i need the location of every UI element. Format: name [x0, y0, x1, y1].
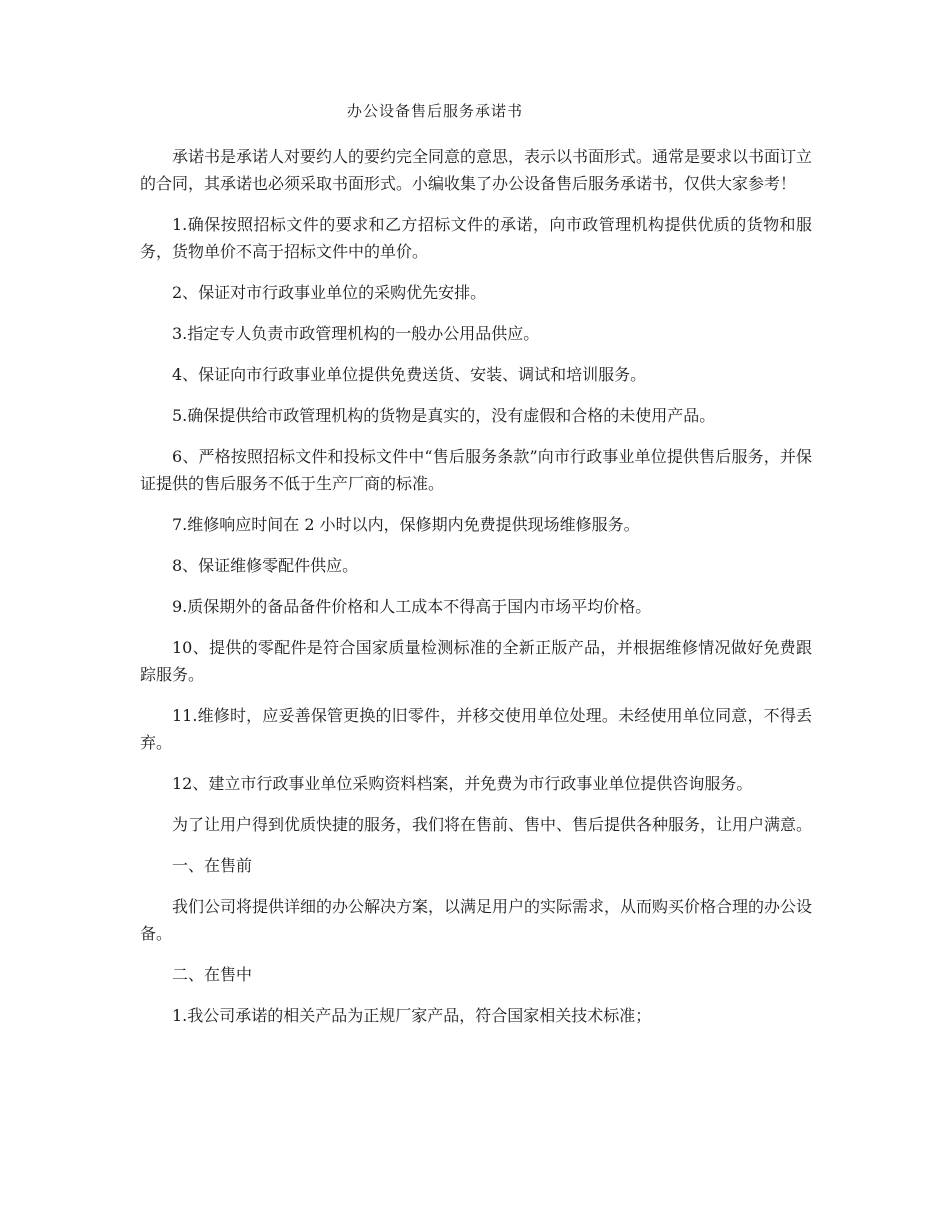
commitment-item-10: 10、提供的零配件是符合国家质量检测标准的全新正版产品，并根据维修情况做好免费跟踪服务。	[140, 638, 812, 684]
service-intro-paragraph: 为了让用户得到优质快捷的服务，我们将在售前、售中、售后提供各种服务，让用户满意。	[172, 815, 813, 834]
pre-sale-paragraph: 我们公司将提供详细的办公解决方案，以满足用户的实际需求，从而购买价格合理的办公设备。	[140, 897, 813, 943]
commitment-item-12: 12、建立市行政事业单位采购资料档案，并免费为市行政事业单位提供咨询服务。	[172, 774, 753, 793]
document-title: 办公设备售后服务承诺书	[347, 102, 524, 120]
commitment-item-8: 8、保证维修零配件供应。	[172, 556, 359, 575]
intro-paragraph: 承诺书是承诺人对要约人的要约完全同意的意思，表示以书面形式。通常是要求以书面订立的合同，其承诺也必须采取书面形式。小编收集了办公设备售后服务承诺书，仅供大家参考！	[140, 147, 813, 193]
commitment-item-11: 11.维修时，应妥善保管更换的旧零件，并移交使用单位处理。未经使用单位同意，不得丢弃。	[140, 706, 812, 752]
section-heading-in-sale: 二、在售中	[172, 965, 253, 984]
commitment-item-4: 4、保证向市行政事业单位提供免费送货、安装、调试和培训服务。	[172, 365, 647, 384]
commitment-item-9: 9.质保期外的备品备件价格和人工成本不得高于国内市场平均价格。	[172, 597, 652, 616]
in-sale-item-1: 1.我公司承诺的相关产品为正规厂家产品，符合国家相关技术标准；	[172, 1006, 652, 1025]
commitment-item-7: 7.维修响应时间在 2 小时以内，保修期内免费提供现场维修服务。	[172, 515, 640, 534]
commitment-item-3: 3.指定专人负责市政管理机构的一般办公用品供应。	[172, 324, 540, 343]
commitment-item-6: 6、严格按照招标文件和投标文件中“售后服务条款”向市行政事业单位提供售后服务，并保证提供的售后服务不低于生产厂商的标准。	[140, 447, 812, 493]
commitment-item-1: 1.确保按照招标文件的要求和乙方招标文件的承诺，向市政管理机构提供优质的货物和服务，货物单价不高于招标文件中的单价。	[140, 215, 812, 261]
document-body	[140, 143, 812, 1043]
commitment-item-2: 2、保证对市行政事业单位的采购优先安排。	[172, 283, 487, 302]
section-heading-pre-sale: 一、在售前	[172, 856, 253, 875]
commitment-item-5: 5.确保提供给市政管理机构的货物是真实的，没有虚假和合格的未使用产品。	[172, 406, 716, 425]
